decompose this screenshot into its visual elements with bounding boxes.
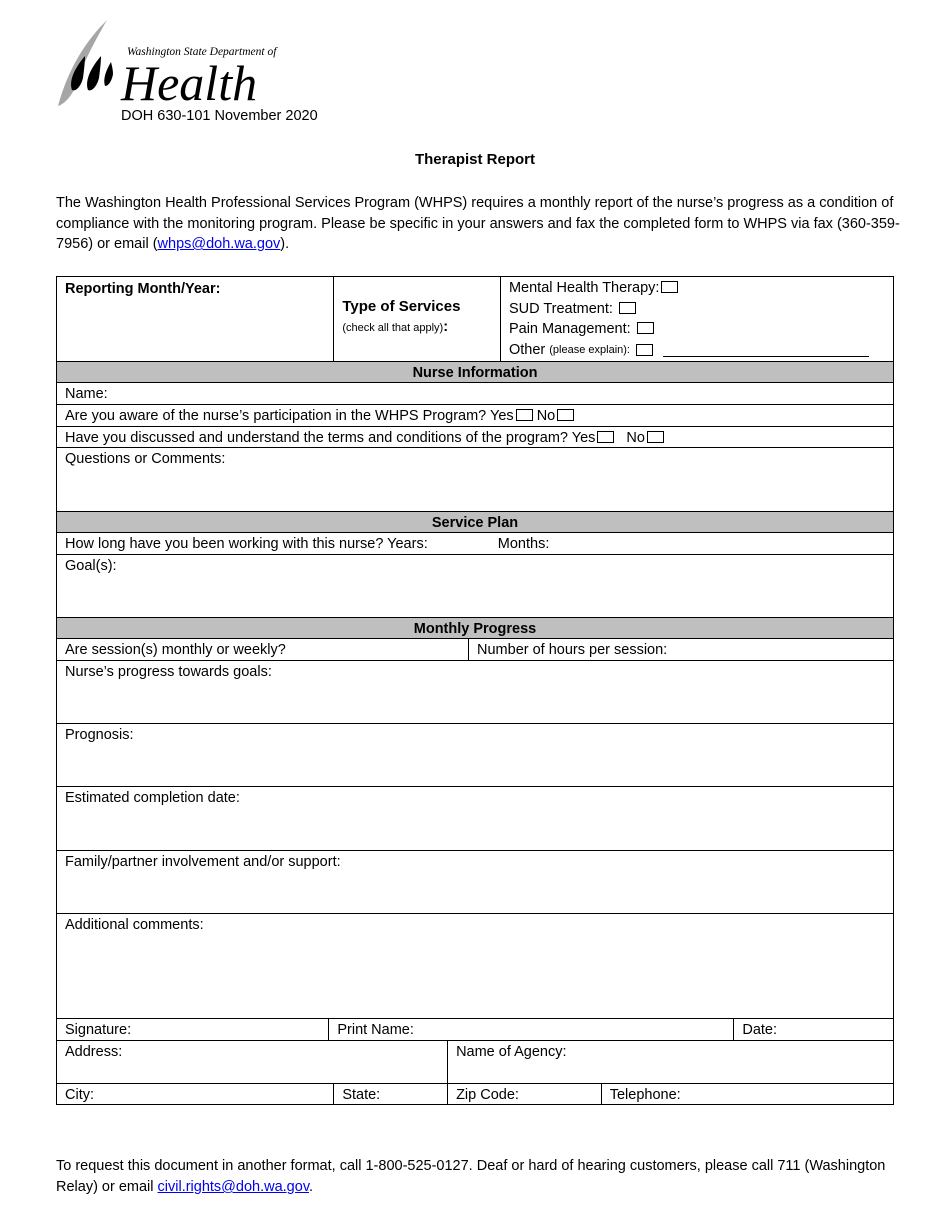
whps-email-link[interactable]: whps@doh.wa.gov: [157, 236, 281, 252]
service-plan-heading: Service Plan: [431, 515, 519, 531]
prognosis-field[interactable]: [57, 724, 893, 786]
other-explain-line[interactable]: [663, 344, 869, 357]
completion-date-field[interactable]: [57, 787, 893, 850]
address-label: Address:: [65, 1044, 123, 1060]
telephone-field[interactable]: [601, 1084, 893, 1104]
hours-per-session-label: Number of hours per session:: [477, 642, 668, 658]
other-label: Other: [508, 341, 546, 358]
feather-logo-icon: [55, 18, 125, 113]
other-hint: (please explain):: [549, 343, 630, 356]
footer-text: To request this document in another format, call 1-800-525-0127. Deaf or hard of hearing customers, please call 711 (Washington Relay) or email: [56, 1158, 886, 1195]
discussed-no-checkbox[interactable]: [647, 431, 664, 443]
aware-no-label: No: [536, 408, 556, 424]
service-other: [509, 340, 885, 361]
service-sud: [509, 299, 885, 320]
aware-yes-checkbox[interactable]: [516, 409, 533, 421]
therapist-report-form: [56, 276, 894, 1105]
session-frequency-label: Are session(s) monthly or weekly?: [65, 642, 286, 658]
form-title: Therapist Report: [414, 151, 535, 168]
date-label: Date:: [742, 1022, 778, 1038]
telephone-label: Telephone:: [609, 1087, 681, 1103]
type-of-services-header: Type of Services (check all that apply):: [333, 277, 500, 361]
family-support-label: Family/partner involvement and/or support:: [65, 854, 341, 870]
doc-code: DOH 630-101 November 2020: [121, 108, 318, 124]
print-name-field[interactable]: [328, 1019, 733, 1040]
zip-code-label: Zip Code:: [456, 1087, 519, 1103]
working-duration-field[interactable]: [57, 533, 893, 554]
accessibility-footer: [56, 1156, 906, 1198]
mental-health-label: Mental Health Therapy:: [508, 280, 660, 296]
nurse-information-band: [57, 361, 893, 382]
progress-goals-field[interactable]: [57, 661, 893, 723]
additional-comments-label: Additional comments:: [65, 917, 204, 933]
months-label: Months:: [497, 536, 550, 552]
goals-label: Goal(s):: [65, 558, 117, 574]
family-support-field[interactable]: [57, 851, 893, 913]
other-checkbox[interactable]: [636, 344, 653, 356]
logo-department-text: Washington State Department of: [127, 46, 277, 58]
address-field[interactable]: [57, 1041, 447, 1083]
goals-field[interactable]: [57, 555, 893, 617]
doh-health-logo: [55, 18, 345, 130]
questions-comments-label: Questions or Comments:: [65, 451, 226, 467]
discussed-question: Have you discussed and understand the terms and conditions of the program? Yes: [65, 430, 596, 446]
intro-text-end: ).: [280, 236, 290, 252]
pain-checkbox[interactable]: [637, 322, 654, 334]
state-field[interactable]: [333, 1084, 447, 1104]
signature-field[interactable]: [57, 1019, 328, 1040]
print-name-label: Print Name:: [337, 1022, 414, 1038]
reporting-month-field[interactable]: [57, 277, 333, 361]
nurse-information-heading: Nurse Information: [412, 365, 538, 381]
aware-no-checkbox[interactable]: [557, 409, 574, 421]
nurse-name-field[interactable]: [57, 383, 893, 404]
additional-comments-field[interactable]: [57, 914, 893, 1018]
type-of-services-label: Type of Services: [342, 298, 461, 315]
pain-label: Pain Management:: [508, 321, 631, 337]
questions-comments-field[interactable]: [57, 448, 893, 511]
zip-code-field[interactable]: [447, 1084, 601, 1104]
monthly-progress-heading: Monthly Progress: [413, 621, 537, 637]
sud-label: SUD Treatment:: [508, 300, 613, 317]
type-of-services-hint: (check all that apply): [342, 322, 444, 334]
footer-text-end: .: [309, 1179, 314, 1195]
nurse-name-label: Name:: [65, 386, 108, 402]
monthly-progress-band: [57, 617, 893, 638]
mental-health-checkbox[interactable]: [661, 281, 678, 293]
civil-rights-email-link[interactable]: civil.rights@doh.wa.gov: [157, 1179, 309, 1195]
city-field[interactable]: [57, 1084, 333, 1104]
state-label: State:: [342, 1087, 381, 1103]
intro-paragraph: [56, 193, 906, 255]
aware-participation-row: [57, 405, 893, 426]
agency-name-field[interactable]: [447, 1041, 893, 1083]
date-field[interactable]: [733, 1019, 893, 1040]
service-plan-band: [57, 511, 893, 532]
aware-question: Are you aware of the nurse’s participation in the WHPS Program? Yes: [65, 408, 514, 424]
logo-health-word: Health: [121, 55, 258, 111]
hours-per-session-field[interactable]: [468, 639, 893, 660]
service-mental-health: [509, 278, 885, 299]
progress-goals-label: Nurse’s progress towards goals:: [65, 664, 272, 680]
session-frequency-field[interactable]: [57, 639, 468, 660]
discussed-yes-checkbox[interactable]: [597, 431, 614, 443]
discussed-no-label: No: [626, 430, 645, 446]
discussed-terms-row: [57, 427, 893, 447]
working-duration-label: How long have you been working with this nurse? Years:: [65, 536, 428, 552]
sud-checkbox[interactable]: [619, 302, 636, 314]
completion-date-label: Estimated completion date:: [65, 790, 240, 806]
reporting-month-label: Reporting Month/Year:: [65, 281, 221, 297]
services-options: [500, 277, 893, 361]
signature-label: Signature:: [65, 1022, 132, 1038]
prognosis-label: Prognosis:: [65, 727, 134, 743]
intro-text: The Washington Health Professional Services Program (WHPS) requires a monthly report of the nurse’s progress as a condition of compliance with the monitoring program. Please be specific in your answers and fax the completed form to WHPS via fax (360-359-7956) or email (: [56, 195, 900, 252]
service-pain: [509, 319, 885, 340]
agency-name-label: Name of Agency:: [456, 1044, 567, 1060]
city-label: City:: [65, 1087, 94, 1103]
